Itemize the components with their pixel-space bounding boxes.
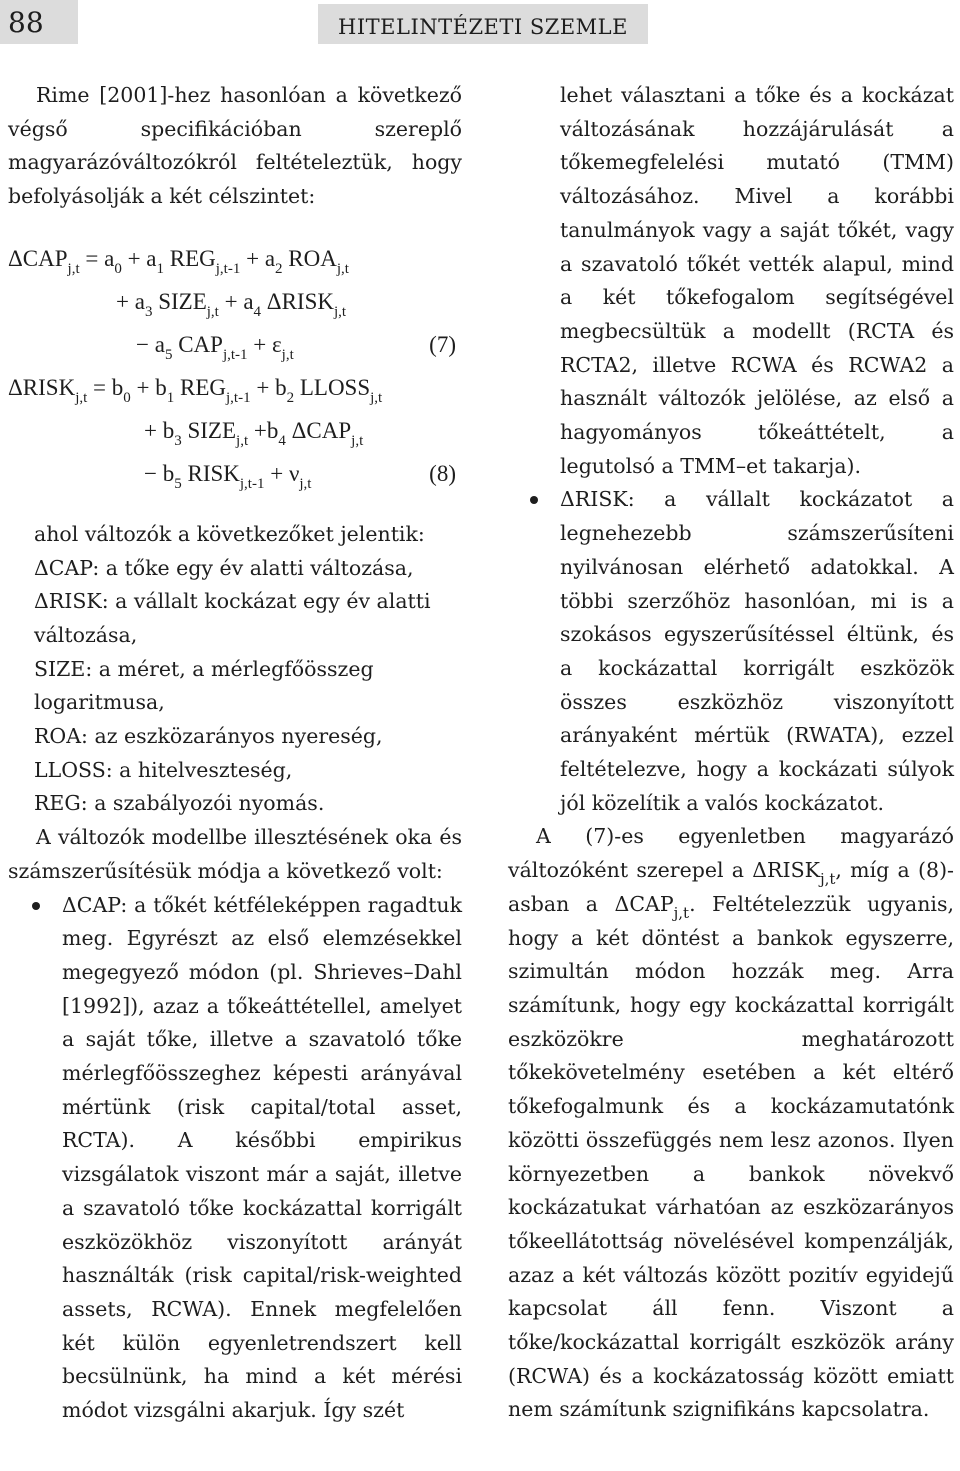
definition-item: LLOSS: a hitelveszteség, — [34, 757, 293, 782]
equation-8-line-1: $\Delta RISK_{j,t} = b_0 + b_1$ $REG_{j,t-1} + b_2$ $LLOSS_{j,t}$ — [8, 374, 383, 406]
simultaneity-paragraph: A (7)-es egyenletben magyarázó változóként szerepel a $\Delta RISK_{j,t}$, míg a (8)-asban a $\Delta CAP_{j,t}$. Feltételezzük ugyanis, hogy a két döntést a bankok egyszerre, szimultán módon hozzák meg. Arra számítunk, hogy egy kockázattal korrigált eszközökre meghatározott tőkekövetelmény esetében a két eltérő tőkefogalmunk és a kockázamutatónk közötti összefüggés nem lesz azonos. Ilyen környezetben a bankok növekvő kockázatukat várhatóan az eszközarányos tőkeellátottság növelésével kompenzálják, azaz a két változás között pozitív egyidejű kapcsolat áll fenn. Viszont a tőke/kockázattal korrigált eszközök arány (RCWA) és a kockázatosság között emiatt nem számítunk szignifikáns kapcsolatra. — [508, 824, 954, 1422]
right-column — [508, 79, 954, 1427]
definition-item: ROA: az eszközarányos nyereség, — [34, 724, 383, 749]
page-number: 88 — [0, 0, 78, 44]
equation-8-line-3: − $b_5$ $RISK_{j,t-1} + \nu_{j,t}$ (8) — [8, 452, 462, 495]
equation-8-number: (8) — [429, 460, 456, 486]
intro-paragraph: Rime [2001]-hez hasonlóan a következő végső specifikációban szereplő magyarázóváltozókról feltételeztük, hogy befolyásolják a két célszintet: — [8, 83, 462, 209]
definition-item: SIZE: a méret, a mérlegfőösszeg logaritmusa, — [34, 656, 374, 715]
where-line: ahol változók a következőket jelentik: — [34, 521, 425, 546]
bullet-risk: ΔRISK: a vállalt kockázatot a legnehezebb számszerűsíteni nyilvánosan elérhető adatokkal. A többi szerzőhöz hasonlóan, mi is a szokásos egyszerűsítéssel éltünk, és a kockázattal korrigált eszközök összes eszközhöz viszonyított arányaként mértük (RWATA), ezzel feltételezve, hogy a kockázati súlyok jól közelítik a valós kockázatot. — [508, 483, 954, 820]
bullet-list-left — [8, 889, 462, 1428]
bullet-list-right — [508, 483, 954, 820]
definition-item: ΔRISK: a vállalt kockázat egy év alatti változása, — [34, 589, 431, 647]
equation-7-number: (7) — [429, 331, 456, 357]
bullet-cap: ΔCAP: a tőkét kétféleképpen ragadtuk meg. Egyrészt az első elemzésekkel megegyező módon (pl. Shrieves–Dahl [1992]), azaz a tőkeáttétellel, amelyet a saját tőke, illetve a szavatoló tőke mérlegfőösszeghez képesti arányával mértünk (risk capital/total asset, RCTA). A későbbi empirikus vizsgálatok viszont már a saját, illetve a szavatoló tőke kockázattal korrigált eszközökhöz viszonyított arányát használták (risk capital/risk-weighted assets, RCWA). Ennek megfelelően két külön egyenletrendszert kell becsülnünk, ha mind a két mérési módot vizsgálni akarjuk. Így szét — [8, 889, 462, 1428]
equation-8-line-2: + $b_3$ $SIZE_{j,t} +b_4$ $\Delta CAP_{j,t}$ — [144, 417, 364, 449]
variables-paragraph: A változók modellbe illesztésének oka és számszerűsítésük módja a következő volt: — [8, 825, 462, 883]
definition-item: REG: a szabályozói nyomás. — [34, 791, 325, 816]
equation-7-line-1: $\Delta CAP_{j,t} = a_0 + a_1$ $REG_{j,t-1} + a_2$ $ROA_{j,t}$ — [8, 245, 349, 277]
bullet-cap-continuation: lehet választani a tőke és a kockázat változásának hozzájárulását a tőkemegfelelési mutató (TMM) változásához. Mivel a korábbi tanulmányok vagy a saját tőkét, vagy a szavatoló tőkét vették alapul, mind a két tőkefogalom segítségével megbecsültük a modellt (RCTA és RCTA2, illetve RCWA és RCWA2 a használt változók jelölése, az első a hagyományos tőkeáttételt, a legutolsó a TMM–et takarja). — [560, 83, 954, 478]
equation-7-line-2: + $a_3$ $SIZE_{j,t} + a_4$ $\Delta RISK_{j,t}$ — [116, 288, 347, 320]
definitions-list — [8, 518, 462, 821]
definition-item: ΔCAP: a tőke egy év alatti változása, — [34, 555, 414, 580]
left-column — [8, 79, 462, 1428]
journal-header: HITELINTÉZETI SZEMLE — [318, 4, 648, 44]
equation-7-line-3: − $a_5$ $CAP_{j,t-1} + \varepsilon_{j,t}$ (7) — [8, 323, 462, 366]
